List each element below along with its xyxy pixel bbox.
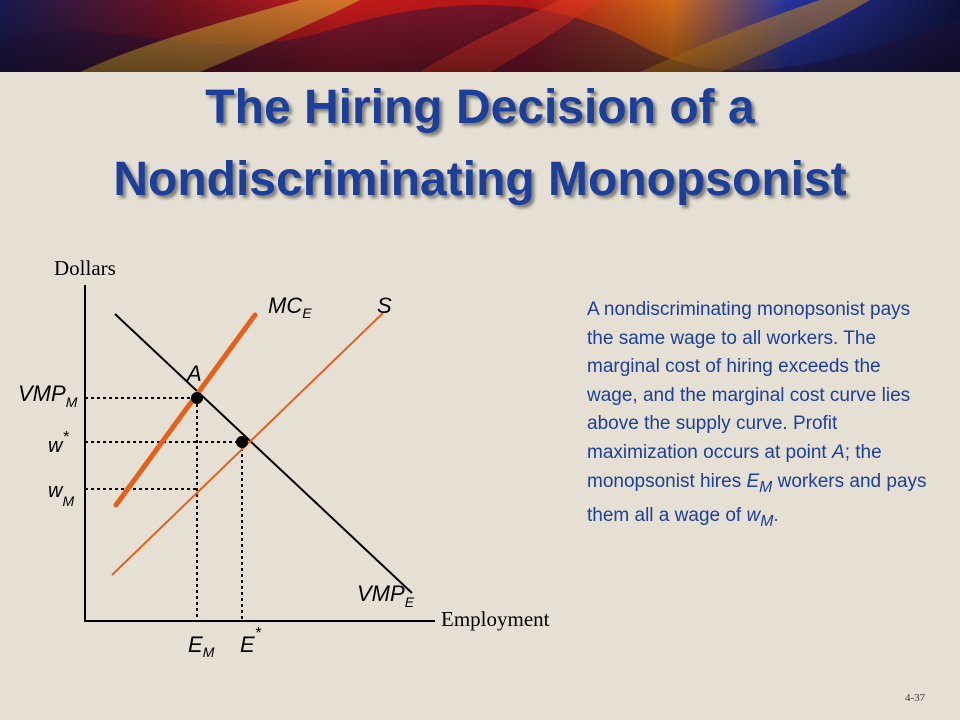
competitive-point-marker [236,436,248,448]
wstar-label: w* [48,429,69,457]
mc-curve [116,315,255,505]
slide-number: 4-37 [905,692,926,704]
vmpm-label: $VMP_M$ [18,381,78,410]
explanation-text: A nondiscriminating monopsonist pays the same wage to all workers. The marginal cost of hiring exceeds the wage, and the marginal cost curve lies above the supply curve. Profit maximization occurs at point A; the monopsonist hires $E_M$ workers and pays them all a wage of $w_M$. [587,299,927,530]
wm-label: $w_M$ [48,480,75,509]
em-label: $E_M$ [188,632,215,660]
slide-title-line-2: Nondiscriminating Monopsonist [113,153,847,206]
x-axis-label: Employment [441,607,550,631]
mc-curve-label: $MC_E$ [268,293,312,321]
supply-curve-label: S [377,293,392,318]
point-a-label: A [187,361,202,386]
point-a-marker [191,392,203,404]
vmp-curve [115,314,412,593]
vmp-curve-label: $VMP_E$ [357,581,415,610]
y-axis-label: Dollars [54,256,116,280]
slide-title-line-1: The Hiring Decision of a [205,81,755,134]
estar-label: E* [240,625,261,657]
